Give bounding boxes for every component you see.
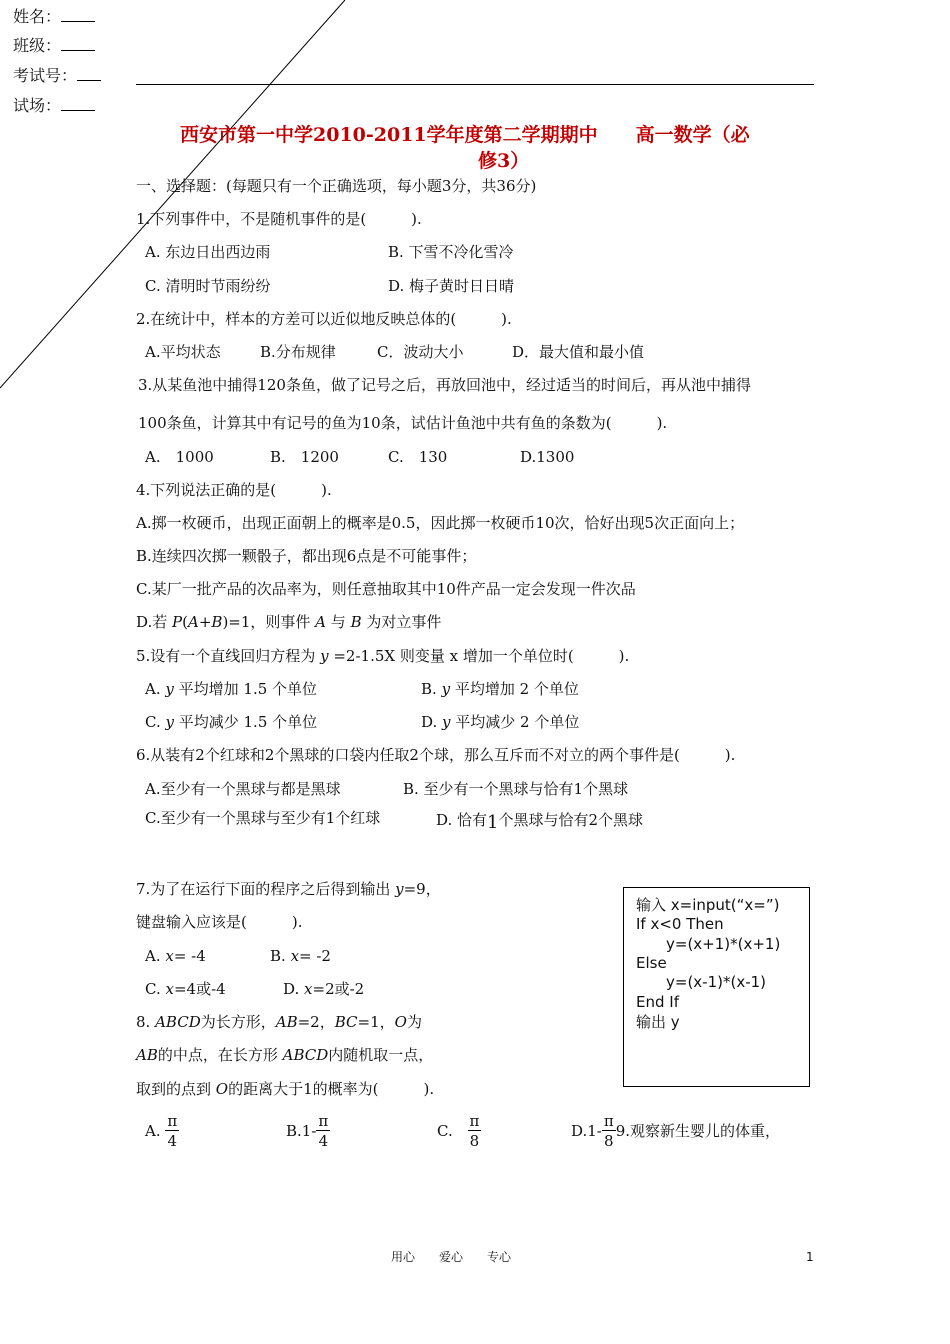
q5-stem-y: y [320, 647, 329, 665]
q1-option-b[interactable]: B. 下雪不冷化雪冷 [388, 243, 514, 261]
q8-s2-abcd: ABCD [282, 1046, 329, 1064]
q3-stem-line1: 3.从某鱼池中捕得120条鱼，做了记号之后，再放回池中，经过适当的时间后，再从池中捕得 [138, 376, 751, 394]
q4-option-a[interactable]: A.掷一枚硬币，出现正面朝上的概率是0.5，因此掷一枚硬币10次，恰好出现5次正面向上； [136, 514, 745, 532]
q7-d-prefix: D. [283, 980, 305, 998]
q8-s1-end: 为 [406, 1013, 422, 1031]
q7-c-prefix: C. [145, 980, 166, 998]
q5-a-rest: 平均增加 1.5 个单位 [173, 680, 318, 698]
header-rule [136, 84, 814, 85]
program-line-1: 输入 x=input(“x=”) [636, 896, 780, 914]
q4-d-open: ( [182, 613, 188, 631]
room-label: 试场： [13, 96, 62, 115]
q8-s2-mid: 的中点，在长方形 [157, 1046, 283, 1064]
q8-stem-line3 [136, 1080, 434, 1098]
q8-c-fraction [468, 1113, 482, 1149]
q5-a-y: y [165, 680, 174, 698]
program-line-7: 输出 y [636, 1013, 680, 1031]
q1-option-a[interactable]: A. 东边日出西边雨 [145, 243, 271, 261]
q7-stem1-y: y [395, 880, 404, 898]
q3-option-c[interactable]: C. 130 [388, 448, 448, 466]
q4-d-end: 为对立事件 [361, 613, 442, 631]
q4-d-rest: )=1，则事件 [222, 613, 316, 631]
q8-s1-prefix: 8. [136, 1013, 156, 1031]
q7-stem1-prefix: 7.为了在运行下面的程序之后得到输出 [136, 880, 396, 898]
q8-s1-ab: AB [275, 1013, 298, 1031]
q5-d-y: y [442, 713, 451, 731]
program-line-4: Else [636, 954, 667, 972]
q8-s1-eq2: =1， [357, 1013, 395, 1031]
q8-b-fraction [316, 1113, 330, 1149]
q8-stem-line2 [136, 1046, 433, 1064]
q5-option-b[interactable] [421, 680, 579, 698]
q6-option-c[interactable]: C.至少有一个黑球与至少有1个红球 [145, 809, 381, 827]
q8-s2-ab: AB [136, 1046, 158, 1064]
q1-option-c[interactable]: C. 清明时节雨纷纷 [145, 277, 271, 295]
q8-option-c[interactable] [437, 1113, 481, 1149]
q9-inline-stem: 9.观察新生婴儿的体重， [615, 1122, 781, 1140]
class-blank[interactable] [61, 36, 95, 51]
q8-a-pi: π [167, 1112, 178, 1130]
q4-d-a: A [187, 613, 199, 631]
exam-no-label: 考试号： [13, 66, 78, 85]
q8-a-fraction [165, 1113, 179, 1149]
program-line-3: y=(x+1)*(x+1) [666, 935, 781, 953]
q5-c-rest: 平均减少 1.5 个单位 [173, 713, 318, 731]
q4-d-plus: + [198, 613, 212, 631]
q5-option-c[interactable] [145, 713, 317, 731]
q8-option-b[interactable] [286, 1113, 330, 1149]
q7-b-x: x [290, 947, 300, 965]
q7-option-d[interactable] [283, 980, 364, 998]
q8-c-label: C. [437, 1122, 453, 1140]
q8-stem-line1 [136, 1013, 422, 1031]
q6-d-prefix: D. 恰有 [436, 811, 488, 829]
class-field [13, 36, 95, 55]
q5-c-y: y [165, 713, 174, 731]
q7-option-b[interactable] [270, 947, 331, 965]
exam-title-line2: 修3） [478, 150, 530, 172]
room-field [13, 96, 95, 115]
q8-a-den: 4 [167, 1131, 178, 1150]
q4-d-prefix: D.若 [136, 613, 173, 631]
q5-b-rest: 平均增加 2 个单位 [450, 680, 579, 698]
program-box [623, 887, 810, 1087]
q8-b-den: 4 [318, 1131, 329, 1150]
q5-stem-rest: =2-1.5X 则变量 x 增加一个单位时( ). [328, 647, 630, 665]
q8-b-pi: π [318, 1112, 329, 1130]
q7-d-rest: =2或-2 [312, 980, 365, 998]
q8-option-a[interactable] [145, 1113, 179, 1149]
q2-option-d[interactable]: D．最大值和最小值 [512, 343, 645, 361]
q4-option-c[interactable]: C.某厂一批产品的次品率为，则任意抽取其中10件产品一定会发现一件次品 [136, 580, 636, 598]
q7-stem-line1 [136, 880, 441, 898]
q4-stem: 4.下列说法正确的是( ). [136, 481, 332, 499]
q8-s1-bc: BC [334, 1013, 358, 1031]
exam-no-blank[interactable] [77, 66, 101, 81]
q2-stem: 2.在统计中，样本的方差可以近似地反映总体的( ). [136, 310, 512, 328]
q5-a-prefix: A. [145, 680, 166, 698]
q6-d-num: 1 [487, 812, 499, 833]
q8-s3-prefix: 取到的点到 [136, 1080, 216, 1098]
q7-a-x: x [165, 947, 174, 965]
q6-option-a[interactable]: A.至少有一个黑球与都是黑球 [145, 780, 341, 798]
q7-b-prefix: B. [270, 947, 291, 965]
q8-option-d[interactable] [571, 1113, 780, 1149]
exam-no-field [13, 66, 101, 85]
q4-d-b: B [211, 613, 223, 631]
q4-d-and: 与 [326, 613, 351, 631]
q5-stem [136, 647, 629, 665]
q1-stem: 1.下列事件中，不是随机事件的是( ). [136, 210, 422, 228]
q7-d-x: x [304, 980, 313, 998]
q5-option-a[interactable] [145, 680, 317, 698]
q8-s1-mid: 为长方形， [200, 1013, 276, 1031]
q8-d-den: 8 [604, 1131, 614, 1150]
q8-s2-end: 内随机取一点， [328, 1046, 434, 1064]
q7-stem-line2: 键盘输入应该是( ). [136, 913, 303, 931]
q6-d-rest: 个黑球与恰有2个黑球 [498, 811, 644, 829]
q1-option-d[interactable]: D. 梅子黄时日日晴 [388, 277, 515, 295]
q7-stem1-rest: =9， [403, 880, 441, 898]
q7-b-rest: = -2 [299, 947, 331, 965]
q5-d-rest: 平均减少 2 个单位 [450, 713, 580, 731]
q8-s1-o: O [394, 1013, 407, 1031]
q3-option-b[interactable]: B. 1200 [270, 448, 339, 466]
q8-c-pi: π [469, 1112, 480, 1130]
q4-option-d[interactable] [136, 613, 441, 631]
q5-d-prefix: D. [421, 713, 443, 731]
q5-c-prefix: C. [145, 713, 166, 731]
q6-option-d[interactable] [436, 809, 643, 831]
q8-c-den: 8 [469, 1131, 480, 1150]
q7-c-x: x [165, 980, 174, 998]
q4-d-b2: B [350, 613, 362, 631]
name-field [13, 7, 95, 26]
q4-d-a2: A [315, 613, 327, 631]
q8-d-label: D.1- [571, 1122, 602, 1140]
q8-s3-o: O [215, 1080, 229, 1098]
q7-option-c[interactable] [145, 980, 226, 998]
q7-c-rest: =4或-4 [173, 980, 226, 998]
page-number: 1 [806, 1250, 814, 1264]
program-line-6: End If [636, 993, 679, 1011]
q6-stem: 6.从装有2个红球和2个黑球的口袋内任取2个球，那么互斥而不对立的两个事件是( ). [136, 746, 736, 764]
program-line-2: If x<0 Then [636, 915, 724, 933]
q2-option-a[interactable]: A.平均状态 [145, 343, 221, 361]
q3-option-d[interactable]: D.1300 [520, 448, 575, 466]
name-blank[interactable] [61, 7, 95, 22]
q8-s3-rest: 的距离大于1的概率为( ). [228, 1080, 435, 1098]
q4-d-p: P [172, 613, 183, 631]
q2-option-b[interactable]: B.分布规律 [260, 343, 336, 361]
program-line-5: y=(x-1)*(x-1) [666, 973, 767, 991]
section-heading: 一、选择题：(每题只有一个正确选项，每小题3分，共36分) [136, 177, 537, 195]
q8-s1-abcd: ABCD [155, 1013, 201, 1031]
q7-a-prefix: A. [145, 947, 166, 965]
q5-b-y: y [441, 680, 451, 698]
q8-b-label: B.1- [286, 1122, 317, 1140]
room-blank[interactable] [61, 96, 95, 111]
q2-option-c[interactable]: C．波动大小 [377, 343, 464, 361]
name-label: 姓名： [13, 7, 62, 26]
footer-motto: 用心 爱心 专心 [391, 1250, 512, 1264]
q7-option-a[interactable] [145, 947, 206, 965]
q3-stem-line2: 100条鱼，计算其中有记号的鱼为10条，试估计鱼池中共有鱼的条数为( ). [138, 414, 668, 432]
q7-a-rest: = -4 [173, 947, 206, 965]
q5-b-prefix: B. [421, 680, 442, 698]
exam-title-line1: 西安市第一中学2010-2011学年度第二学期期中 高一数学（必 [180, 124, 750, 146]
q8-d-fraction [602, 1113, 616, 1149]
q8-d-pi: π [603, 1112, 614, 1130]
q8-s1-eq1: =2， [297, 1013, 335, 1031]
q5-stem-prefix: 5.设有一个直线回归方程为 [136, 647, 321, 665]
q3-option-a[interactable]: A. 1000 [145, 448, 214, 466]
q4-option-b[interactable]: B.连续四次掷一颗骰子，都出现6点是不可能事件； [136, 547, 477, 565]
q5-option-d[interactable] [421, 713, 579, 731]
q8-a-label: A. [145, 1122, 161, 1140]
class-label: 班级： [13, 36, 62, 55]
q6-option-b[interactable]: B. 至少有一个黑球与恰有1个黑球 [403, 780, 629, 798]
